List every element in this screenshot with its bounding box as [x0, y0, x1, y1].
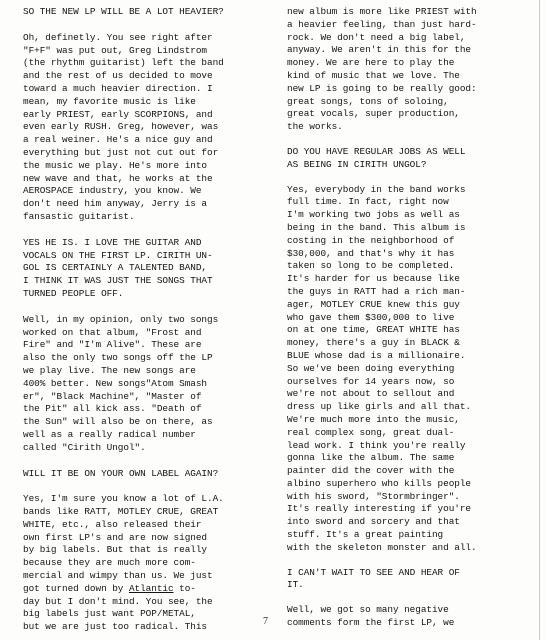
text-line: new album is more like PRIEST with	[287, 6, 477, 17]
text-line: with his sword, "Stormbringer".	[287, 490, 460, 502]
text-line: the music we play. He's more into	[23, 159, 208, 171]
text-line: Well, in my opinion, only two songs	[23, 313, 219, 325]
text-line: $30,000, and that's why it has	[287, 247, 455, 259]
text-line: even early RUSH. Greg, however, was	[23, 121, 219, 133]
text-line: the Pit" all kick ass. "Death of	[23, 403, 202, 415]
text-line: I CAN'T WAIT TO SEE AND HEAR OF	[287, 566, 460, 578]
right-answer-5	[287, 604, 539, 630]
text-line: costing in the neighborhood of	[287, 234, 455, 246]
right-question-4	[287, 567, 539, 593]
underlined-label: Atlantic	[128, 582, 174, 594]
text-line: full time. In fact, right now	[287, 196, 449, 208]
text-line: Fire" and "I'm Alive". These are	[23, 339, 202, 351]
text-line: well as a really radical number	[23, 428, 196, 440]
text-line: I'm working two jobs as well as	[287, 209, 460, 221]
text-line: comments form the first LP, we	[287, 617, 455, 629]
text-line: with the skeleton monster and all.	[287, 541, 477, 553]
text-line: new wave and that, he works at the	[23, 172, 213, 184]
text-line: but we are just too radical. This	[23, 621, 208, 633]
page-number: 7	[263, 616, 268, 627]
right-question-2	[287, 146, 539, 172]
text-line: lead work. I think you're really	[287, 439, 466, 451]
left-answer-2	[23, 32, 275, 224]
text-line: new LP is going to be really good:	[287, 82, 477, 94]
text-line: real complex song, great dual-	[287, 426, 455, 438]
text-line: AS BEING IN CIRITH UNGOL?	[287, 158, 427, 170]
text-line: painter did the cover with the	[287, 465, 455, 477]
text-line: So we've been doing everything	[287, 362, 455, 374]
left-answer-4	[23, 314, 275, 455]
text-line: great songs, tons of soloing,	[287, 95, 449, 107]
text-line: albino superhero who kills people	[287, 477, 472, 489]
text-line: mean, my favorite music is like	[23, 95, 196, 107]
left-question-1	[23, 6, 275, 19]
text-line: stuff. It's a great painting	[287, 529, 444, 541]
text-line: AEROSPACE industry, you know. We	[23, 185, 202, 197]
text-line: BLUE whose dad is a millionaire.	[287, 349, 466, 361]
text-line: we play live. The new songs are	[23, 364, 196, 376]
text-line: the works.	[287, 121, 343, 133]
text-line: worked on that album, "Frost and	[23, 326, 202, 338]
text-line: DO YOU HAVE REGULAR JOBS AS WELL	[287, 145, 466, 157]
left-question-5	[23, 468, 275, 481]
text-line: anyway. We aren't in this for the	[287, 44, 472, 56]
text-line: It's really interesting if you're	[287, 503, 472, 515]
text-line: day but I don't mind. You see, the	[23, 595, 213, 607]
text-line: everything but just not cut out for	[23, 146, 219, 158]
text-line: got turned down by Atlantic to-	[23, 582, 196, 594]
text-line: also the only two songs off the LP	[23, 352, 213, 364]
text-line: money, there's a guy in BLACK &	[287, 337, 460, 349]
text-line: YES HE IS. I LOVE THE GUITAR AND	[23, 236, 202, 248]
text-line: GOL IS CERTAINLY A TALENTED BAND,	[23, 262, 208, 274]
text-line: "F+F" was put out, Greg Lindstrom	[23, 44, 208, 56]
text-line: dress up like girls and all that.	[287, 401, 472, 413]
text-line: called "Cirith Ungol".	[23, 441, 146, 453]
text-line: 400% better. New songs"Atom Smash	[23, 377, 208, 389]
text-line: I THINK IT WAS JUST THE SONGS THAT	[23, 275, 213, 287]
text-line: by big labels. But that is really	[23, 544, 208, 556]
text-line: great vocals, super production,	[287, 108, 460, 120]
text-line: Yes, I'm sure you know a lot of L.A.	[23, 493, 224, 505]
text-line: a heavier feeling, than just hard-	[287, 18, 477, 30]
text-line: gonna like the album. The same	[287, 452, 455, 464]
text-line: TURNED PEOPLE OFF.	[23, 287, 124, 299]
text-line: fansastic guitarist.	[23, 210, 135, 222]
page-edge	[539, 0, 540, 640]
text-line: SO THE NEW LP WILL BE A LOT HEAVIER?	[23, 6, 224, 17]
text-line: er", "Black Machine", "Master of	[23, 390, 202, 402]
text-line: Well, we got so many negative	[287, 604, 449, 616]
text-line: ager, MOTLEY CRUE knew this guy	[287, 298, 460, 310]
text-line: kind of music that we love. The	[287, 69, 460, 81]
text-line: bands like RATT, MOTLEY CRUE, GREAT	[23, 506, 219, 518]
left-answer-6	[23, 493, 275, 634]
text-line: who gave them $300,000 to live	[287, 311, 455, 323]
text-line: money. We are here to play the	[287, 57, 455, 69]
text-line: IT.	[287, 579, 304, 591]
right-answer-1	[287, 6, 539, 134]
text-line: rock. We don't need a big label,	[287, 31, 466, 43]
text-line: into sword and sorcery and that	[287, 516, 460, 528]
text-line: being in the band. This album is	[287, 221, 466, 233]
text-line: on at one time, GREAT WHITE has	[287, 324, 460, 336]
text-line: WHITE, etc., also released their	[23, 518, 202, 530]
text-line: Oh, definetly. You see right after	[23, 31, 213, 43]
text-line: WILL IT BE ON YOUR OWN LABEL AGAIN?	[23, 467, 219, 479]
text-line: taken so long to be completed.	[287, 260, 455, 272]
text-line: Yes, everybody in the band works	[287, 183, 466, 195]
text-line: and the rest of us decided to move	[23, 70, 213, 82]
text-line: don't need him anyway, Jerry is a	[23, 198, 208, 210]
text-line: the guys in RATT had a rich man-	[287, 285, 466, 297]
text-line: we're not about to sellout and	[287, 388, 455, 400]
text-line: It's harder for us because like	[287, 273, 460, 285]
text-line: big labels just want POP/METAL,	[23, 608, 196, 620]
left-question-3	[23, 237, 275, 301]
text-line: We're much more into the music,	[287, 413, 460, 425]
text-line: mercial and wimpy than us. We just	[23, 570, 213, 582]
text-line: a real weiner. He's a nice guy and	[23, 134, 213, 146]
text-line: own first LP's and are now signed	[23, 531, 208, 543]
right-column	[287, 6, 539, 630]
text-line: ourselves for 14 years now, so	[287, 375, 455, 387]
text-line: the Sun" will also be on there, as	[23, 416, 213, 428]
text-line: VOCALS ON THE FIRST LP. CIRITH UN-	[23, 249, 213, 261]
text-line: early PRIEST, early SCORPIONS, and	[23, 108, 213, 120]
text-line: because they are much more com-	[23, 557, 196, 569]
text-line: (the rhythm guitarist) left the band	[23, 57, 224, 69]
right-answer-3	[287, 184, 539, 555]
left-column	[23, 6, 275, 634]
text-line: toward a much heavier direction. I	[23, 82, 213, 94]
